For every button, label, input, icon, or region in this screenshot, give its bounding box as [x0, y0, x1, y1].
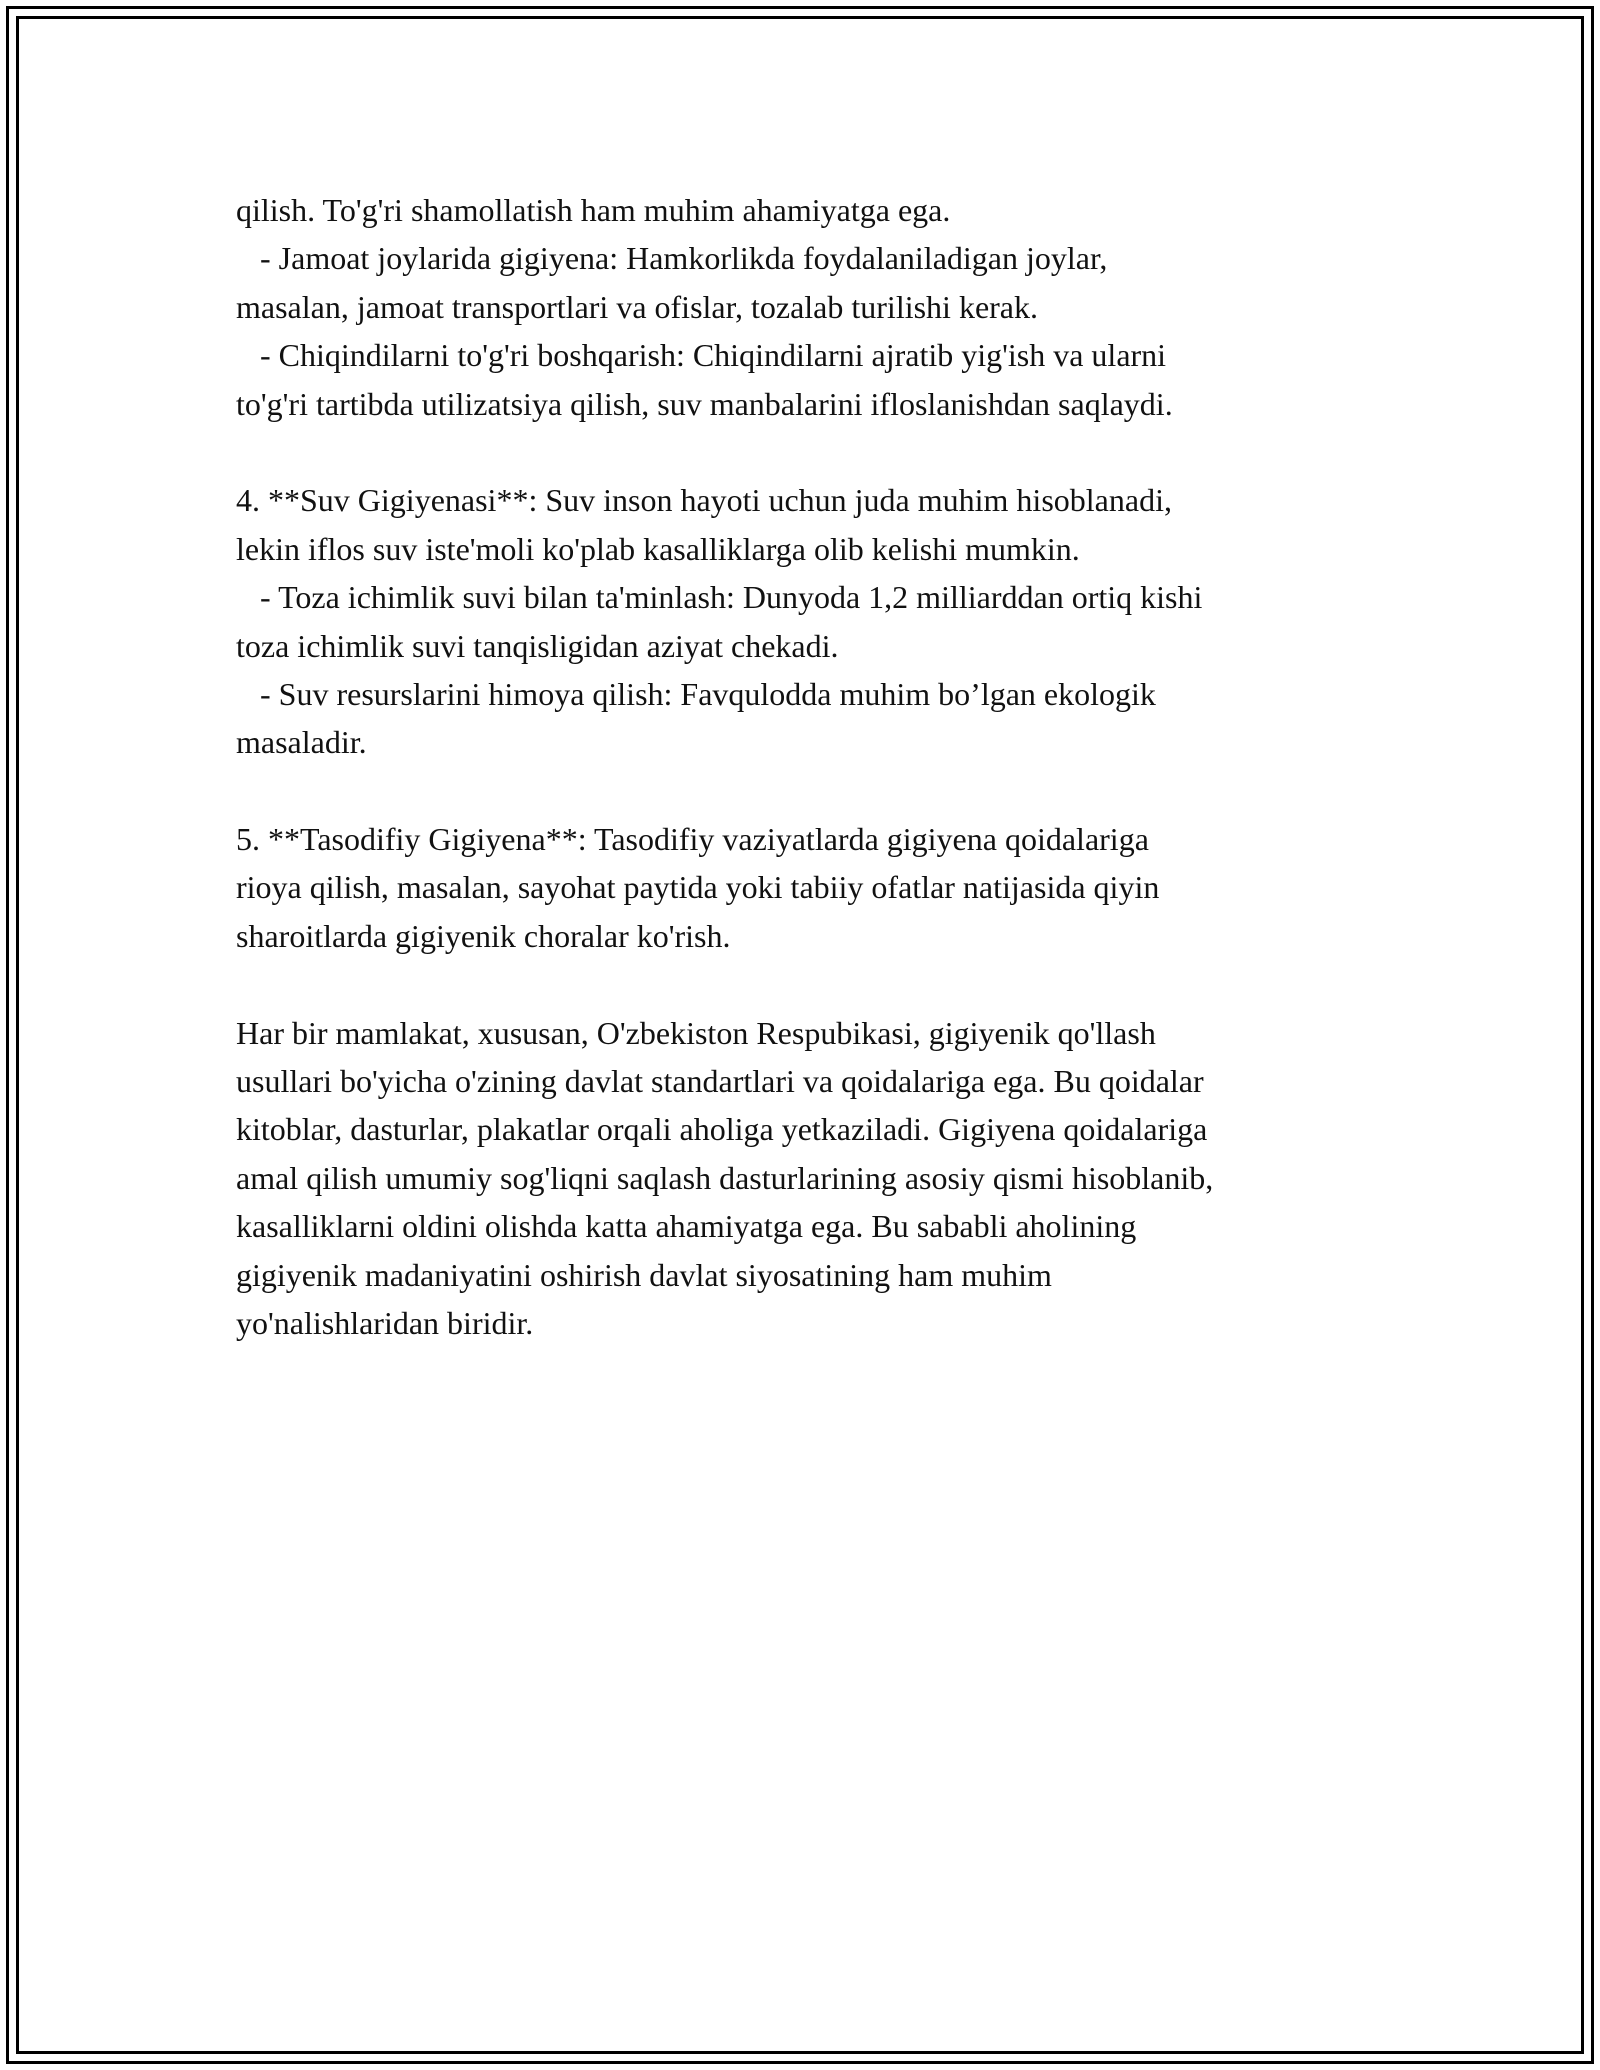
text-line: kasalliklarni oldini olishda katta ahamiyatga ega. Bu sababli aholining [236, 1208, 1137, 1245]
text-line: lekin iflos suv iste'moli ko'plab kasalliklarga olib kelishi mumkin. [236, 530, 1080, 567]
text-line: sharoitlarda gigiyenik choralar ko'rish. [236, 917, 731, 954]
text-line: kitoblar, dasturlar, plakatlar orqali aholiga yetkaziladi. Gigiyena qoidalariga [236, 1111, 1208, 1148]
text-line: - Toza ichimlik suvi bilan ta'minlash: Dunyoda 1,2 milliarddan ortiq kishi [236, 579, 1203, 616]
blank-line [236, 428, 1376, 476]
text-line: amal qilish umumiy sog'liqni saqlash dasturlarining asosiy qismi hisoblanib, [236, 1159, 1214, 1196]
text-line: gigiyenik madaniyatini oshirish davlat siyosatining ham muhim [236, 1256, 1052, 1293]
blank-line [236, 960, 1376, 1008]
text-line: masaladir. [236, 724, 367, 761]
document-body [236, 186, 1376, 1347]
text-line: yo'nalishlaridan biridir. [236, 1304, 534, 1341]
text-line: Har bir mamlakat, xususan, O'zbekiston Respubikasi, gigiyenik qo'llash [236, 1014, 1156, 1051]
text-line: toza ichimlik suvi tanqisligidan aziyat chekadi. [236, 627, 839, 664]
text-line: 4. **Suv Gigiyenasi**: Suv inson hayoti uchun juda muhim hisoblanadi, [236, 482, 1172, 519]
text-line: usullari bo'yicha o'zining davlat standartlari va qoidalariga ega. Bu qoidalar [236, 1063, 1204, 1100]
text-line: masalan, jamoat transportlari va ofislar, tozalab turilishi kerak. [236, 288, 1038, 325]
text-line: 5. **Tasodifiy Gigiyena**: Tasodifiy vaziyatlarda gigiyena qoidalariga [236, 821, 1149, 858]
text-line: rioya qilish, masalan, sayohat paytida yoki tabiiy ofatlar natijasida qiyin [236, 869, 1160, 906]
text-line: qilish. To'g'ri shamollatish ham muhim ahamiyatga ega. [236, 192, 951, 228]
text-line: - Suv resurslarini himoya qilish: Favqulodda muhim bo’lgan ekologik [236, 675, 1156, 712]
text-line: - Jamoat joylarida gigiyena: Hamkorlikda foydalaniladigan joylar, [236, 240, 1108, 277]
text-line: to'g'ri tartibda utilizatsiya qilish, suv manbalarini ifloslanishdan saqlaydi. [236, 385, 1173, 422]
text-line: - Chiqindilarni to'g'ri boshqarish: Chiqindilarni ajratib yig'ish va ularni [236, 337, 1167, 374]
blank-line [236, 767, 1376, 815]
